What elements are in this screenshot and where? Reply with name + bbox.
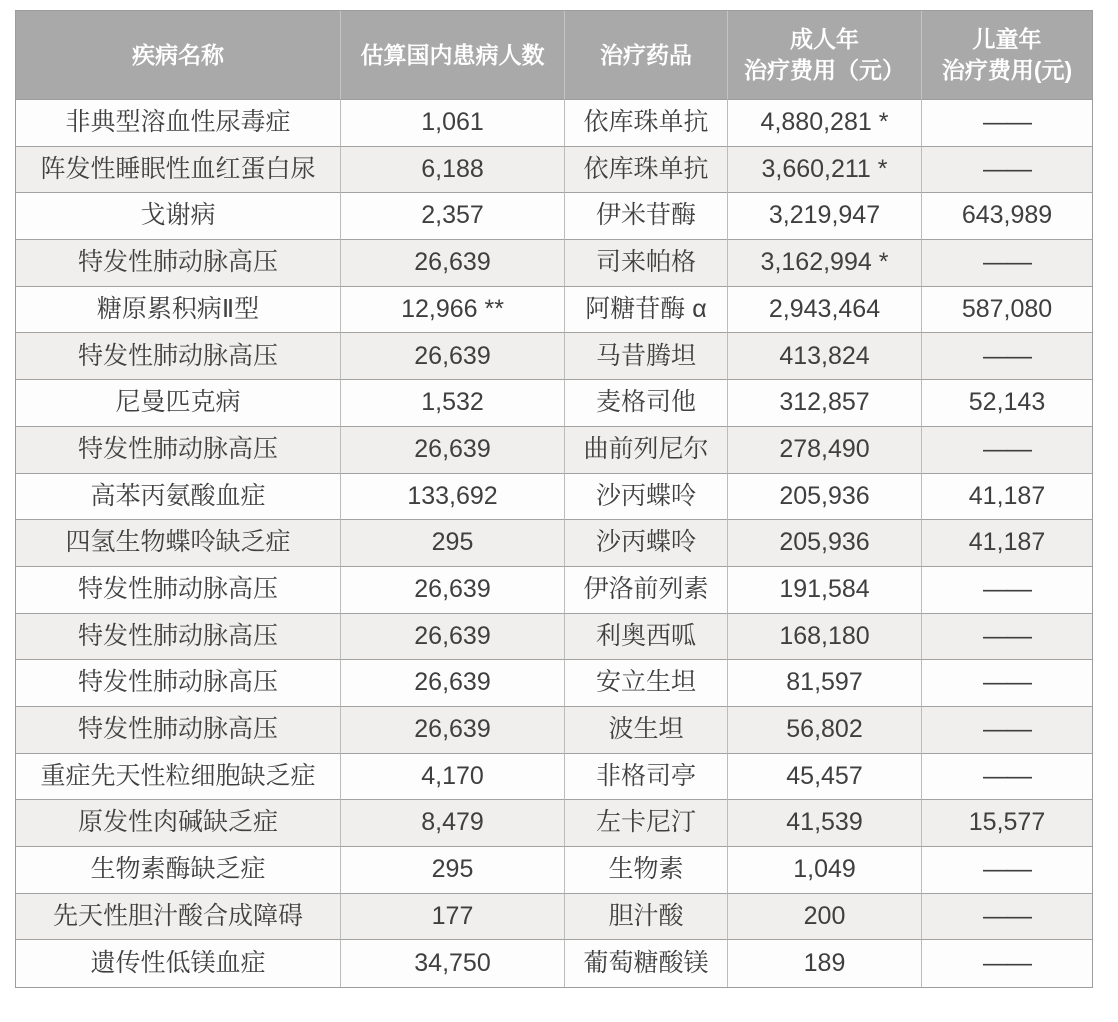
patient-count-cell: 8,479 [341, 800, 565, 847]
child-cost-cell: —— [922, 147, 1092, 194]
table-row [16, 100, 1092, 147]
adult-cost-cell: 56,802 [728, 707, 922, 754]
patient-count-cell: 133,692 [341, 474, 565, 521]
patient-count-cell: 295 [341, 520, 565, 567]
drug-name-cell: 生物素 [565, 847, 728, 894]
patient-count-cell: 26,639 [341, 567, 565, 614]
table-row [16, 940, 1092, 987]
adult-cost-cell: 278,490 [728, 427, 922, 474]
table-row [16, 847, 1092, 894]
drug-name-cell: 利奥西呱 [565, 614, 728, 661]
disease-name-cell: 特发性肺动脉高压 [16, 707, 341, 754]
table-row [16, 287, 1092, 334]
adult-cost-cell: 413,824 [728, 333, 922, 380]
disease-name-cell: 高苯丙氨酸血症 [16, 474, 341, 521]
disease-name-cell: 特发性肺动脉高压 [16, 240, 341, 287]
table-row [16, 754, 1092, 801]
disease-name-cell: 阵发性睡眠性血红蛋白尿 [16, 147, 341, 194]
adult-cost-cell: 41,539 [728, 800, 922, 847]
drug-name-cell: 胆汁酸 [565, 894, 728, 941]
table-row [16, 240, 1092, 287]
adult-cost-cell: 3,660,211 * [728, 147, 922, 194]
drug-name-cell: 沙丙蝶呤 [565, 520, 728, 567]
child-cost-cell: 587,080 [922, 287, 1092, 334]
disease-name-cell: 遗传性低镁血症 [16, 940, 341, 987]
header-drug-name [565, 11, 728, 100]
drug-name-cell: 波生坦 [565, 707, 728, 754]
table-row [16, 660, 1092, 707]
header-label-line1: 儿童年 [972, 26, 1042, 52]
patient-count-cell: 2,357 [341, 193, 565, 240]
patient-count-cell: 34,750 [341, 940, 565, 987]
header-child-cost [922, 11, 1092, 100]
drug-name-cell: 曲前列尼尔 [565, 427, 728, 474]
disease-name-cell: 特发性肺动脉高压 [16, 660, 341, 707]
adult-cost-cell: 4,880,281 * [728, 100, 922, 147]
table-row [16, 707, 1092, 754]
adult-cost-cell: 191,584 [728, 567, 922, 614]
table-row [16, 800, 1092, 847]
disease-name-cell: 非典型溶血性尿毒症 [16, 100, 341, 147]
patient-count-cell: 295 [341, 847, 565, 894]
header-label: 治疗药品 [600, 41, 692, 68]
drug-name-cell: 司来帕格 [565, 240, 728, 287]
child-cost-cell: 15,577 [922, 800, 1092, 847]
table-row [16, 567, 1092, 614]
adult-cost-cell: 3,162,994 * [728, 240, 922, 287]
adult-cost-cell: 2,943,464 [728, 287, 922, 334]
child-cost-cell: —— [922, 427, 1092, 474]
child-cost-cell: —— [922, 754, 1092, 801]
drug-name-cell: 葡萄糖酸镁 [565, 940, 728, 987]
patient-count-cell: 26,639 [341, 333, 565, 380]
table-row [16, 614, 1092, 661]
table-row [16, 427, 1092, 474]
patient-count-cell: 26,639 [341, 427, 565, 474]
disease-name-cell: 戈谢病 [16, 193, 341, 240]
drug-name-cell: 沙丙蝶呤 [565, 474, 728, 521]
patient-count-cell: 1,532 [341, 380, 565, 427]
child-cost-cell: —— [922, 100, 1092, 147]
drug-name-cell: 左卡尼汀 [565, 800, 728, 847]
table-row [16, 193, 1092, 240]
adult-cost-cell: 205,936 [728, 520, 922, 567]
header-adult-cost [728, 11, 922, 100]
child-cost-cell: 41,187 [922, 520, 1092, 567]
patient-count-cell: 177 [341, 894, 565, 941]
patient-count-cell: 26,639 [341, 660, 565, 707]
drug-name-cell: 安立生坦 [565, 660, 728, 707]
child-cost-cell: —— [922, 614, 1092, 661]
disease-name-cell: 四氢生物蝶呤缺乏症 [16, 520, 341, 567]
disease-name-cell: 糖原累积病Ⅱ型 [16, 287, 341, 334]
child-cost-cell: —— [922, 240, 1092, 287]
header-patient-count [341, 11, 565, 100]
costs-table [15, 10, 1093, 988]
disease-name-cell: 特发性肺动脉高压 [16, 333, 341, 380]
child-cost-cell: —— [922, 707, 1092, 754]
table-row [16, 894, 1092, 941]
patient-count-cell: 12,966 ** [341, 287, 565, 334]
adult-cost-cell: 3,219,947 [728, 193, 922, 240]
disease-name-cell: 原发性肉碱缺乏症 [16, 800, 341, 847]
patient-count-cell: 26,639 [341, 614, 565, 661]
child-cost-cell: —— [922, 847, 1092, 894]
child-cost-cell: —— [922, 333, 1092, 380]
disease-name-cell: 特发性肺动脉高压 [16, 567, 341, 614]
adult-cost-cell: 81,597 [728, 660, 922, 707]
disease-name-cell: 特发性肺动脉高压 [16, 427, 341, 474]
table-row [16, 520, 1092, 567]
adult-cost-cell: 1,049 [728, 847, 922, 894]
disease-name-cell: 重症先天性粒细胞缺乏症 [16, 754, 341, 801]
disease-name-cell: 先天性胆汁酸合成障碍 [16, 894, 341, 941]
table-row [16, 474, 1092, 521]
drug-name-cell: 依库珠单抗 [565, 147, 728, 194]
header-label: 估算国内患病人数 [360, 41, 545, 68]
child-cost-cell: —— [922, 660, 1092, 707]
header-label: 疾病名称 [132, 41, 224, 68]
header-label-line2: 治疗费用（元） [744, 57, 905, 83]
adult-cost-cell: 45,457 [728, 754, 922, 801]
adult-cost-cell: 312,857 [728, 380, 922, 427]
adult-cost-cell: 189 [728, 940, 922, 987]
drug-name-cell: 伊洛前列素 [565, 567, 728, 614]
table-row [16, 380, 1092, 427]
adult-cost-cell: 200 [728, 894, 922, 941]
header-label-line2: 治疗费用(元) [941, 57, 1073, 83]
drug-name-cell: 非格司亭 [565, 754, 728, 801]
adult-cost-cell: 205,936 [728, 474, 922, 521]
patient-count-cell: 26,639 [341, 707, 565, 754]
table-row [16, 333, 1092, 380]
child-cost-cell: —— [922, 567, 1092, 614]
table-header-row [16, 11, 1092, 100]
child-cost-cell: —— [922, 940, 1092, 987]
table-row [16, 147, 1092, 194]
header-label-line1: 成人年 [790, 26, 859, 52]
drug-name-cell: 马昔腾坦 [565, 333, 728, 380]
patient-count-cell: 26,639 [341, 240, 565, 287]
drug-name-cell: 阿糖苷酶 α [565, 287, 728, 334]
header-disease-name [16, 11, 341, 100]
drug-name-cell: 依库珠单抗 [565, 100, 728, 147]
drug-name-cell: 伊米苷酶 [565, 193, 728, 240]
child-cost-cell: 643,989 [922, 193, 1092, 240]
patient-count-cell: 6,188 [341, 147, 565, 194]
adult-cost-cell: 168,180 [728, 614, 922, 661]
disease-name-cell: 生物素酶缺乏症 [16, 847, 341, 894]
child-cost-cell: 41,187 [922, 474, 1092, 521]
patient-count-cell: 1,061 [341, 100, 565, 147]
child-cost-cell: 52,143 [922, 380, 1092, 427]
disease-name-cell: 特发性肺动脉高压 [16, 614, 341, 661]
drug-name-cell: 麦格司他 [565, 380, 728, 427]
child-cost-cell: —— [922, 894, 1092, 941]
disease-name-cell: 尼曼匹克病 [16, 380, 341, 427]
patient-count-cell: 4,170 [341, 754, 565, 801]
